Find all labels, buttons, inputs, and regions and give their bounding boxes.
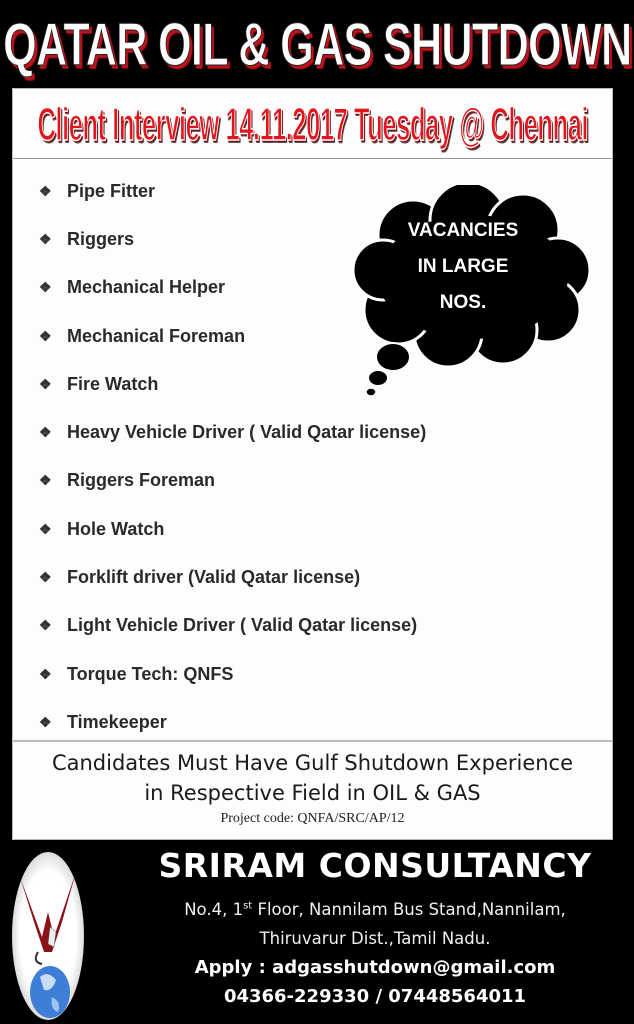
vacancies-line-1: VACANCIES: [407, 220, 519, 241]
diamond-bullet-icon: ❖: [39, 424, 52, 441]
job-label: Timekeeper: [67, 711, 167, 732]
diamond-bullet-icon: ❖: [39, 327, 52, 344]
interview-banner-text: Client Interview 14.11.2017 Tuesday @ Chennai: [37, 97, 588, 150]
list-item: [39, 553, 426, 601]
list-item: [39, 408, 426, 456]
diamond-bullet-icon: ❖: [39, 279, 52, 296]
main-title: [0, 0, 634, 88]
job-label: Fire Watch: [67, 373, 159, 394]
jobs-panel: [12, 88, 613, 741]
job-label: Light Vehicle Driver ( Valid Qatar license): [67, 615, 418, 636]
company-footer: [0, 840, 634, 1024]
vacancies-line-2: IN LARGE: [417, 256, 509, 277]
diamond-bullet-icon: ❖: [39, 569, 52, 586]
job-label: Riggers: [67, 228, 135, 249]
job-label: Riggers Foreman: [67, 470, 216, 491]
diamond-bullet-icon: ❖: [39, 375, 52, 392]
address-line-2: Thiruvarur Dist.,Tamil Nadu.: [259, 929, 491, 948]
address-line-1: [140, 900, 610, 919]
diamond-bullet-icon: ❖: [39, 713, 52, 730]
vacancies-thought-bubble: [343, 185, 603, 405]
project-code: Project code: QNFA/SRC/AP/12: [220, 811, 405, 826]
diamond-bullet-icon: ❖: [39, 617, 52, 634]
address-suffix: Floor, Nannilam Bus Stand,Nannilam,: [252, 900, 566, 919]
job-label: Mechanical Foreman: [67, 325, 246, 346]
vacancies-line-3: NOS.: [439, 292, 487, 313]
requirement-line-1: Candidates Must Have Gulf Shutdown Experience: [51, 751, 574, 775]
diamond-bullet-icon: ❖: [39, 472, 52, 489]
job-label: Hole Watch: [67, 518, 165, 539]
eagle-globe-logo-icon: [12, 852, 84, 1020]
diamond-bullet-icon: ❖: [39, 182, 52, 199]
list-item: [39, 602, 426, 650]
list-item: [39, 650, 426, 698]
requirement-line-2: in Respective Field in OIL & GAS: [144, 781, 481, 805]
job-label: Mechanical Helper: [67, 277, 226, 298]
job-label: Forklift driver (Valid Qatar license): [67, 567, 361, 588]
vacancies-text: [373, 213, 553, 321]
address-sup: st: [243, 900, 253, 912]
eagle-icon: [12, 852, 84, 1020]
diamond-bullet-icon: ❖: [39, 230, 52, 247]
diamond-bullet-icon: ❖: [39, 520, 52, 537]
company-name: SRIRAM CONSULTANCY: [158, 846, 592, 885]
requirements-box: [12, 741, 613, 840]
address-prefix: No.4, 1: [184, 900, 244, 919]
list-item: [39, 457, 426, 505]
phone-numbers[interactable]: 04366-229330 / 07448564011: [223, 986, 527, 1007]
main-title-text: QATAR OIL & GAS SHUTDOWN: [2, 10, 632, 78]
job-label: Pipe Fitter: [67, 180, 156, 201]
diamond-bullet-icon: ❖: [39, 665, 52, 682]
job-label: Heavy Vehicle Driver ( Valid Qatar license): [67, 422, 427, 443]
list-item: [39, 505, 426, 553]
apply-email[interactable]: Apply : adgasshutdown@gmail.com: [194, 957, 556, 978]
job-label: Torque Tech: QNFS: [67, 663, 234, 684]
interview-banner: [13, 89, 612, 159]
list-item: [39, 698, 426, 746]
